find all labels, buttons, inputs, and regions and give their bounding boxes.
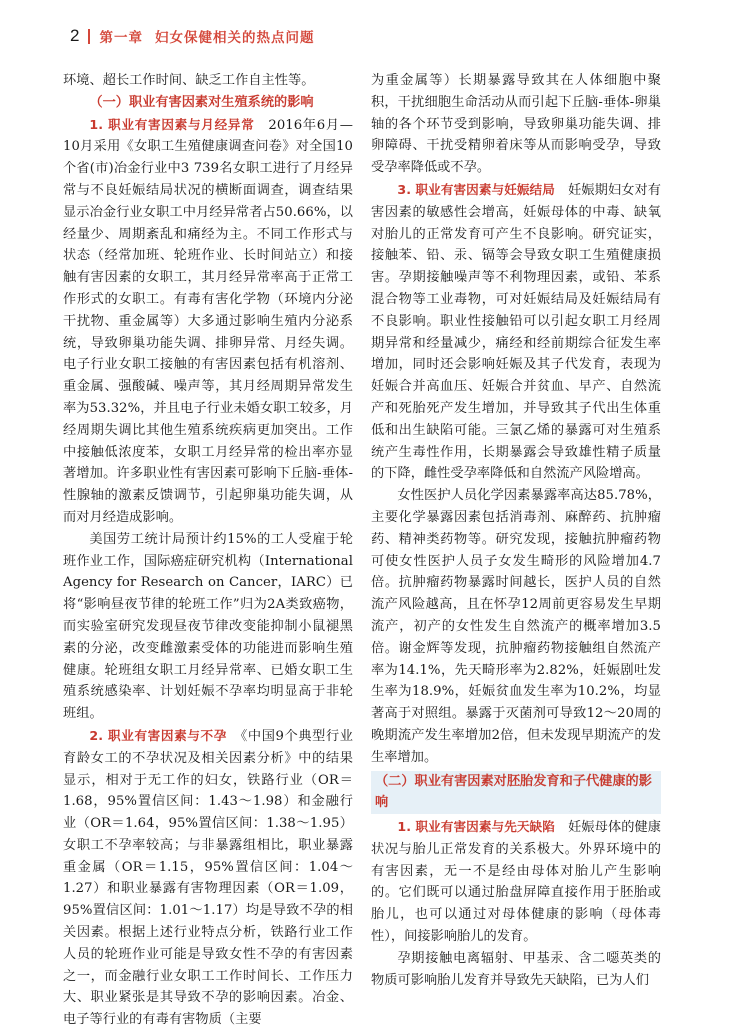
paragraph-infertility-continued: 为重金属等）长期暴露导致其在人体细胞中聚积，干扰细胞生命活动从而引起下丘脑-垂体-卵巢轴的各个环节受到影响，导致卵巢功能失调、排卵障碍、干扰受精卵着床等从而影响受孕，导致受孕率降低或不孕。	[371, 73, 661, 176]
subheading-birth-defects: 1. 职业有害因素与先天缺陷	[397, 819, 555, 835]
subheading-menstrual: 1. 职业有害因素与月经异常	[89, 116, 255, 132]
right-column	[371, 70, 661, 991]
paragraph-medical-staff: 女性医护人员化学因素暴露率高达85.78%，主要化学暴露因素包括消毒剂、麻醉药、抗肿瘤药、精神类药物等。研究发现，接触抗肿瘤药物可使女性医护人员子女发生畸形的风险增加4.7倍。抗肿瘤药物暴露时间越长，医护人员的自然流产风险越高，且在怀孕12周前更容易发生早期流产，初产的女性发生自然流产的概率增加3.5倍。谢金辉等发现，抗肿瘤药物接触组自然流产率为14.1%，先天畸形率为2.82%，妊娠剧吐发生率为18.9%，妊娠贫血发生率为10.2%，均显著高于对照组。暴露于灭菌剂可导致12～20周的晚期流产发生率增加2倍，但未发现早期流产的发生率增加。	[371, 488, 661, 765]
paragraph-pregnancy-outcome	[371, 179, 661, 485]
paragraph-shift-work: 美国劳工统计局预计约15%的工人受雇于轮班作业工作，国际癌症研究机构（International Agency for Research on Cancer，IARC）已将“影响昼夜节律的轮班工作”归为2A类致癌物，而实验室研究发现昼夜节律改变能抑制小鼠褪黑素的分泌，改变雌激素受体的功能进而影响生殖健康。轮班组女职工月经异常率、已婚女职工生殖系统感染率、计划妊娠不孕率均明显高于非轮班组。	[63, 531, 353, 722]
chapter-label: 第一章	[99, 30, 143, 46]
subheading-pregnancy-outcome: 3. 职业有害因素与妊娠结局	[397, 181, 555, 197]
page-number: 2	[70, 26, 80, 45]
section-heading-reproductive: （一）职业有害因素对生殖系统的影响	[89, 94, 314, 110]
left-column	[63, 70, 353, 1031]
paragraph-infertility	[63, 725, 353, 1031]
header-divider	[88, 29, 90, 44]
paragraph-radiation: 孕期接触电离辐射、甲基汞、含二噁英类的物质可影响胎儿发育并导致先天缺陷，已为人们	[371, 950, 661, 988]
paragraph-birth-defects-text: 妊娠母体的健康状况与胎儿正常发育的关系极大。外界环境中的有害因素，无一不是经由母体对胎儿产生影响的。它们既可以通过胎盘屏障直接作用于胚胎或胎儿，也可以通过对母体健康的影响（母体毒性），间接影响胎儿的发育。	[371, 820, 661, 945]
paragraph-infertility-text: 《中国9个典型行业育龄女工的不孕状况及相关因素分析》中的结果显示，相对于无工作的妇女，铁路行业（OR＝1.68，95%置信区间：1.43～1.98）和金融行业（OR＝1.64，95%置信区间：1.38～1.95）女职工不孕率较高；与非暴露组相比，职业暴露重金属（OR＝1.15，95%置信区间：1.04～1.27）和职业暴露有害物理因素（OR＝1.09，95%置信区间：1.01～1.17）均是导致不孕的相关因素。根据上述行业特点分析，铁路行业工作人员的轮班作业可能是导致女性不孕的有害因素之一，而金融行业女职工工作时间长、工作压力大、职业紧张是其导致不孕的影响因素。冶金、电子等行业的有毒有害物质（主要	[63, 728, 353, 1028]
running-header	[70, 24, 314, 48]
paragraph-menstrual	[63, 114, 353, 529]
paragraph-pregnancy-outcome-text: 妊娠期妇女对有害因素的敏感性会增高，妊娠母体的中毒、缺氧对胎儿的正常发育可产生不良影响。研究证实，接触苯、铅、汞、镉等会导致女职工生殖健康损害。孕期接触噪声等不利物理因素，或铅、苯系混合物等工业毒物，可对妊娠结局及妊娠结局有不良影响。职业性接触铅可以引起女职工月经周期异常和经量减少，痛经和经前期综合征发生率增加，同时还会影响妊娠及其子代发育，表现为妊娠合并高血压、妊娠合并贫血、早产、自然流产和死胎死产发生增加，并导致其子代出生体重低和出生缺陷可能。三氯乙烯的暴露可对生殖系统产生毒性作用，长期暴露会导致雄性精子质量的下降，雌性受孕率降低和自然流产风险增高。	[371, 182, 661, 482]
section-heading-embryo: （二）职业有害因素对胚胎发育和子代健康的影响	[371, 771, 661, 815]
paragraph-birth-defects	[371, 816, 661, 948]
chapter-title: 妇女保健相关的热点问题	[154, 30, 315, 46]
subheading-infertility: 2. 职业有害因素与不孕	[89, 727, 227, 743]
paragraph-menstrual-text: 2016年6月—10月采用《女职工生殖健康调查问卷》对全国10个省(市)冶金行业中3 739名女职工进行了月经异常与不良妊娠结局状况的横断面调查，调查结果显示冶金行业女职工中月经异常者占50.66%，以经量少、周期紊乱和痛经为主。不同工作形式与状态（经常加班、轮班作业、长时间站立）和接触有害因素的女职工，其月经异常率高于正常工作形式的女职工。有毒有害化学物（环境内分泌干扰物、重金属等）大多通过影响生殖内分泌系统，导致卵巢功能失调、排卵异常、月经失调。电子行业女职工接触的有害因素包括有机溶剂、重金属、强酸碱、噪声等，其月经周期异常发生率为53.32%，并且电子行业未婚女职工较多，月经周期失调比其他生殖系统疾病更加突出。工作中接触低浓度苯，女职工月经异常的检出率亦显著增加。许多职业性有害因素可影响下丘脑-垂体-性腺轴的激素反馈调节，引起卵巢功能失调，从而对月经造成影响。	[63, 117, 353, 525]
paragraph-continuation: 环境、超长工作时间、缺乏工作自主性等。	[63, 73, 315, 88]
